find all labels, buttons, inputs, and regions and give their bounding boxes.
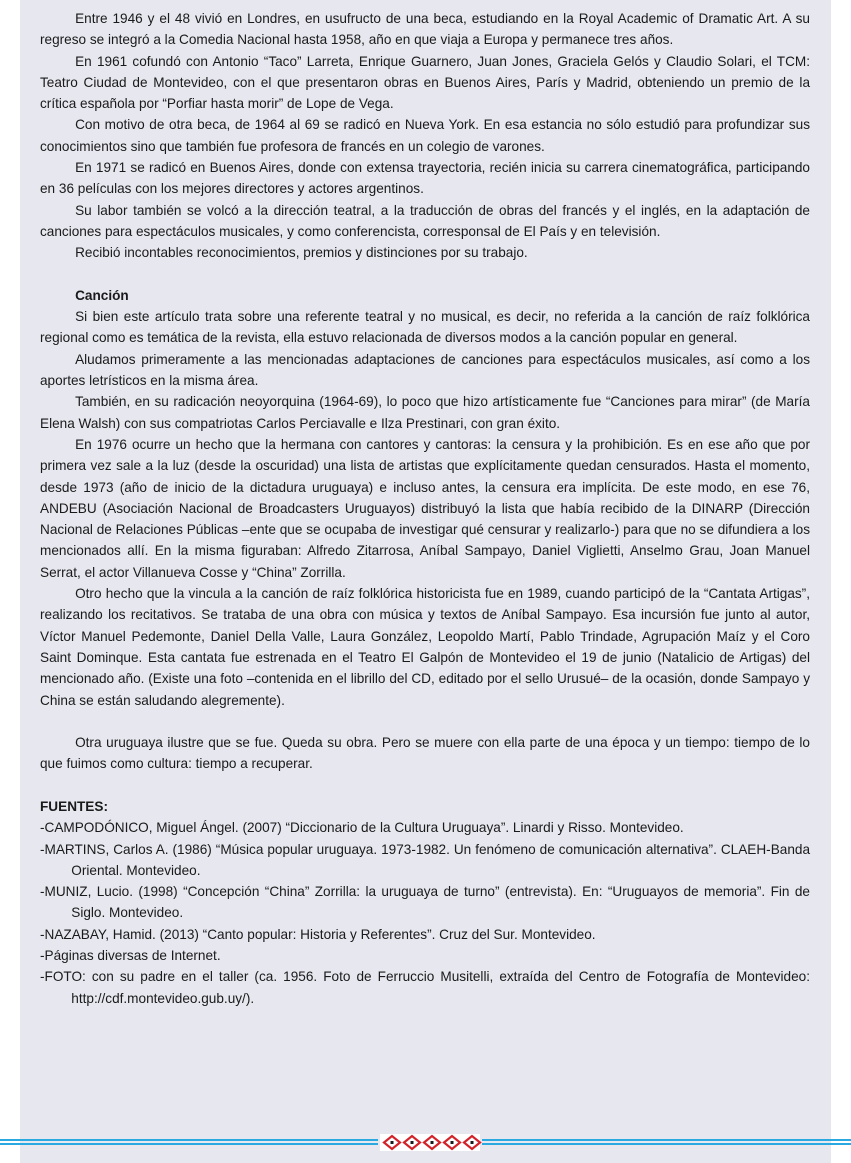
ornament-icon (380, 1134, 480, 1151)
bio-paragraph: Entre 1946 y el 48 vivió en Londres, en usufructo de una beca, estudiando en la Royal Academic of Dramatic Art. A su regreso se integró a la Comedia Nacional hasta 1958, año en que viaja a Europa y permanece tres años. (40, 11, 810, 48)
cancion-paragraph: Si bien este artículo trata sobre una referente teatral y no musical, es decir, no referida a la canción de raíz folklórica regional como es temática de la revista, ella estuvo relacionada de diversos modos a la canción popular en general. (40, 309, 810, 346)
section-heading-cancion: Canción (75, 287, 129, 303)
source-item: -NAZABAY, Hamid. (2013) “Canto popular: Historia y Referentes”. Cruz del Sur. Montevideo. (40, 926, 596, 942)
source-item: -FOTO: con su padre en el taller (ca. 1956. Foto de Ferruccio Musitelli, extraída del Centro de Fotografía de Montevideo: http://cdf.montevideo.gub.uy/). (40, 969, 810, 1006)
right-rule (482, 1139, 851, 1145)
article-body (40, 8, 810, 1009)
bio-paragraph: En 1971 se radicó en Buenos Aires, donde con extensa trayectoria, recién inicia su carrera cinematográfica, participando en 36 películas con los mejores directores y actores argentinos. (40, 160, 810, 197)
cancion-paragraph: En 1976 ocurre un hecho que la hermana con cantores y cantoras: la censura y la prohibición. Es en ese año que por primera vez sale a la luz (desde la oscuridad) una lista de artistas que explícitamente quedan censurados. Hasta el momento, desde 1973 (año de inicio de la dictadura uruguaya) e incluso antes, la censura era implícita. De este modo, en ese 76, ANDEBU (Asociación Nacional de Broadcasters Uruguayos) distribuyó la lista que había recibido de la DINARP (Dirección Nacional de Relaciones Públicas –ente que se ocupaba de investigar qué censurar y realizarlo-) para que no se difundiera a los mencionados allí. En la misma figuraban: Alfredo Zitarrosa, Aníbal Sampayo, Daniel Viglietti, Anselmo Grau, Joan Manuel Serrat, el actor Villanueva Cosse y “China” Zorrilla. (40, 436, 810, 580)
source-item: -MARTINS, Carlos A. (1986) “Música popular uruguaya. 1973-1982. Un fenómeno de comunicación alternativa”. CLAEH-Banda Oriental. Montevideo. (40, 841, 810, 878)
source-item: -Páginas diversas de Internet. (40, 948, 221, 964)
cancion-paragraph: Otro hecho que la vincula a la canción de raíz folklórica historicista fue en 1989, cuando participó de la “Cantata Artigas”, realizando los recitativos. Se trataba de una obra con música y textos de Aníbal Sampayo. Esa incursión fue junto al autor, Víctor Manuel Pedemonte, Daniel Della Valle, Laura González, Leopoldo Martí, Pablo Trindade, Agrupación Maíz y el Coro Saint Dominque. Esta cantata fue estrenada en el Teatro El Galpón de Montevideo el 19 de junio (Natalicio de Artigas) del mencionado año. (Existe una foto –contenida en el librillo del CD, editado por el sello Urusué– de la ocasión, donde Sampayo y China se están saludando alegremente). (40, 586, 810, 708)
cancion-paragraph: También, en su radicación neoyorquina (1964-69), lo poco que hizo artísticamente fue “Canciones para mirar” (de María Elena Walsh) con sus compatriotas Carlos Perciavalle e Ilza Prestinari, con gran éxito. (40, 394, 810, 431)
cancion-paragraph: Aludamos primeramente a las mencionadas adaptaciones de canciones para espectáculos musicales, así como a los aportes letrísticos en la misma área. (40, 351, 810, 389)
source-item: -MUNIZ, Lucio. (1998) “Concepción “China” Zorrilla: la uruguaya de turno” (entrevista). En: “Uruguayos de memoria”. Fin de Siglo. Montevideo. (40, 884, 810, 921)
bio-paragraph: Con motivo de otra beca, de 1964 al 69 se radicó en Nueva York. En esa estancia no sólo estudió para profundizar sus conocimientos sino que también fue profesora de francés en un colegio de varones. (40, 117, 810, 154)
spacer (40, 775, 810, 796)
bottom-ornament-divider (0, 1133, 851, 1151)
left-rule (0, 1139, 378, 1145)
bio-paragraph: Recibió incontables reconocimientos, premios y distinciones por su trabajo. (75, 245, 528, 261)
sources-list (40, 817, 810, 1009)
source-item: -CAMPODÓNICO, Miguel Ángel. (2007) “Diccionario de la Cultura Uruguaya”. Linardi y Risso. Montevideo. (40, 820, 684, 836)
bio-paragraph: Su labor también se volcó a la dirección teatral, a la traducción de obras del francés y el inglés, en la adaptación de canciones para espectáculos musicales, y como conferencista, corresponsal de El País y en televisión. (40, 202, 810, 239)
spacer (40, 264, 810, 285)
bio-paragraph: En 1961 cofundó con Antonio “Taco” Larreta, Enrique Guarnero, Juan Jones, Graciela Gelós y Claudio Solari, el TCM: Teatro Ciudad de Montevideo, con el que presentaron obras en Buenos Aires, París y Madrid, obteniendo un premio de la crítica española por “Porfiar hasta morir” de Lope de Vega. (40, 53, 810, 112)
section-heading-fuentes: FUENTES: (40, 798, 108, 814)
closing-paragraph: Otra uruguaya ilustre que se fue. Queda su obra. Pero se muere con ella parte de una época y un tiempo: tiempo de lo que fuimos como cultura: tiempo a recuperar. (40, 735, 810, 772)
spacer (40, 711, 810, 732)
